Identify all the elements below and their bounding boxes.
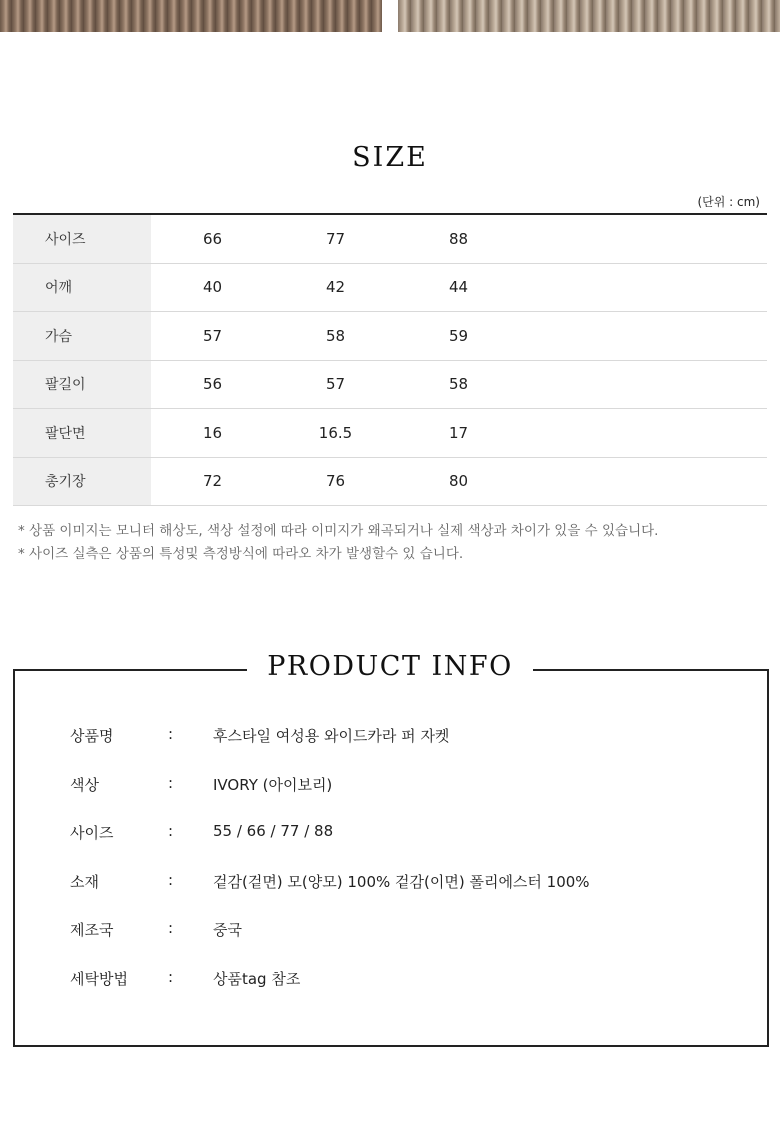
table-cell: 44 <box>397 263 520 312</box>
info-value: 55 / 66 / 77 / 88 <box>213 822 334 841</box>
table-cell: 57 <box>151 312 274 361</box>
table-cell-empty <box>520 214 767 263</box>
table-cell: 16 <box>151 409 274 458</box>
info-value: 후스타일 여성용 와이드카라 퍼 자켓 <box>213 727 450 745</box>
table-cell: 17 <box>397 409 520 458</box>
info-value: 상품tag 참조 <box>213 969 301 988</box>
size-table <box>13 213 767 506</box>
table-cell: 40 <box>151 263 274 312</box>
note-line: * 상품 이미지는 모니터 해상도, 색상 설정에 따라 이미지가 왜곡되거나 실제 색상과 차이가 있을 수 있습니다. <box>18 523 659 539</box>
info-label: 색상 <box>70 775 99 794</box>
info-label: 세탁방법 <box>70 969 128 988</box>
size-row-sleeve-length <box>13 360 767 409</box>
row-header: 팔단면 <box>13 409 151 458</box>
row-header: 가슴 <box>13 312 151 361</box>
table-cell: 66 <box>151 214 274 263</box>
table-cell: 58 <box>397 360 520 409</box>
size-notes <box>18 520 658 566</box>
size-row-total-length <box>13 457 767 506</box>
table-cell-empty <box>520 360 767 409</box>
info-colon: : <box>168 725 174 743</box>
info-colon: : <box>168 870 174 889</box>
info-label: 제조국 <box>70 921 114 940</box>
table-cell: 88 <box>397 214 520 263</box>
table-cell-empty <box>520 312 767 361</box>
table-cell: 57 <box>274 360 397 409</box>
info-colon: : <box>168 773 174 792</box>
table-cell: 72 <box>151 457 274 506</box>
info-colon: : <box>168 822 174 841</box>
table-cell: 80 <box>397 457 520 506</box>
table-cell: 58 <box>274 312 397 361</box>
table-cell-empty <box>520 457 767 506</box>
row-header: 총기장 <box>13 457 151 506</box>
note-line: * 사이즈 실측은 상품의 특성및 측정방식에 따라오 차가 발생할수 있 습니다. <box>18 546 464 562</box>
table-cell: 59 <box>397 312 520 361</box>
size-section-title: SIZE <box>352 142 428 173</box>
info-colon: : <box>168 919 174 938</box>
product-photo-left <box>0 0 382 32</box>
row-header: 팔길이 <box>13 360 151 409</box>
info-value: 중국 <box>213 921 242 940</box>
table-cell-empty <box>520 263 767 312</box>
size-row-size <box>13 214 767 263</box>
size-row-shoulder <box>13 263 767 312</box>
table-cell: 16.5 <box>274 409 397 458</box>
product-photo-right <box>398 0 780 32</box>
info-value: IVORY (아이보리) <box>213 775 333 794</box>
table-cell: 56 <box>151 360 274 409</box>
size-row-sleeve-width <box>13 409 767 458</box>
table-cell: 42 <box>274 263 397 312</box>
info-colon: : <box>168 967 174 986</box>
row-header: 사이즈 <box>13 214 151 263</box>
size-row-chest <box>13 312 767 361</box>
table-cell-empty <box>520 409 767 458</box>
info-label: 소재 <box>70 872 99 891</box>
product-info-title-wrap <box>0 651 780 682</box>
row-header: 어깨 <box>13 263 151 312</box>
info-label: 상품명 <box>70 727 114 745</box>
size-unit-label: (단위 : cm) <box>697 195 760 209</box>
product-info-title: PRODUCT INFO <box>247 651 532 682</box>
table-cell: 76 <box>274 457 397 506</box>
table-cell: 77 <box>274 214 397 263</box>
info-value: 겉감(겉면) 모(양모) 100% 겉감(이면) 폴리에스터 100% <box>213 872 590 891</box>
info-label: 사이즈 <box>70 824 114 843</box>
